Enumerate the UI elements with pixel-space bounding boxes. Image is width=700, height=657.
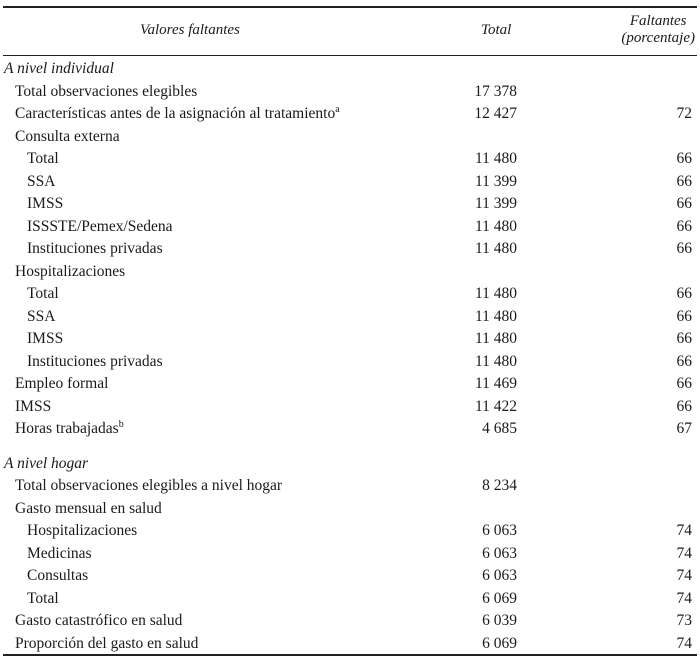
row-label xyxy=(27,216,173,239)
table-top-rule xyxy=(3,6,697,8)
missing-pct-cell: 74 xyxy=(676,567,692,584)
total-cell: 11 422 xyxy=(474,397,517,415)
row-label-text: Consultas xyxy=(27,567,89,584)
missing-pct-cell: 66 xyxy=(676,285,692,302)
row-label xyxy=(15,81,197,104)
missing-pct-cell: 66 xyxy=(676,240,692,257)
row-label xyxy=(15,475,282,498)
missing-pct-cell: 66 xyxy=(676,330,692,347)
missing-pct-cell: 66 xyxy=(676,172,692,190)
table-row xyxy=(0,171,700,194)
row-label-text: Gasto mensual en salud xyxy=(15,499,162,517)
row-label-text: ISSSTE/Pemex/Sedena xyxy=(27,217,173,235)
row-label-text: Hospitalizaciones xyxy=(15,262,126,280)
row-label xyxy=(27,306,55,329)
total-cell: 6 069 xyxy=(482,589,517,607)
row-label-text: SSA xyxy=(27,307,56,325)
missing-pct-cell: 66 xyxy=(676,195,692,212)
row-label xyxy=(4,453,88,476)
total-cell: 4 685 xyxy=(482,420,517,437)
section-heading-row xyxy=(0,58,700,81)
column-header-total: Total xyxy=(481,22,512,38)
row-label xyxy=(27,351,163,374)
row-label xyxy=(27,328,63,351)
row-label-text: SSA xyxy=(27,172,56,190)
column-header-label: Valores faltantes xyxy=(140,22,240,38)
table-row xyxy=(0,565,700,588)
row-label xyxy=(27,543,92,566)
footnote-marker: b xyxy=(118,419,124,430)
total-cell: 6 063 xyxy=(482,522,517,539)
missing-pct-cell: 74 xyxy=(676,589,692,607)
row-label-text: Proporción del gasto en salud xyxy=(15,634,199,652)
missing-pct-cell: 66 xyxy=(676,352,692,370)
total-cell: 11 399 xyxy=(474,172,517,190)
total-cell: 11 480 xyxy=(474,330,517,347)
row-label-text: IMSS xyxy=(15,397,52,415)
row-label xyxy=(15,261,125,284)
row-label xyxy=(27,238,163,261)
table-row xyxy=(0,373,700,396)
table-row xyxy=(0,306,700,329)
row-label xyxy=(27,565,88,588)
table-row xyxy=(0,283,700,306)
column-header-missing-pct-line1: Faltantes xyxy=(629,13,687,29)
table-row xyxy=(0,520,700,543)
missing-pct-cell: 66 xyxy=(676,307,692,325)
table-row xyxy=(0,498,700,521)
row-label-text: A nivel hogar xyxy=(4,454,89,472)
missing-pct-cell: 66 xyxy=(676,397,692,415)
row-label xyxy=(27,148,59,171)
column-header-missing-pct-line2: (porcentaje) xyxy=(621,30,695,46)
row-label-text: Instituciones privadas xyxy=(27,240,163,257)
row-label-text: Total observaciones elegibles xyxy=(15,82,198,100)
total-cell: 11 469 xyxy=(474,375,517,392)
table-row xyxy=(0,216,700,239)
row-label-text: IMSS xyxy=(27,195,64,212)
footnote-marker: a xyxy=(335,104,340,115)
missing-pct-cell: 67 xyxy=(676,420,692,437)
table-row xyxy=(0,475,700,498)
missing-pct-cell: 66 xyxy=(676,217,692,235)
row-label-text: Características antes de la asignación al tratamiento xyxy=(15,105,336,122)
row-label-text: Medicinas xyxy=(27,544,92,562)
row-label xyxy=(15,418,124,441)
table-row xyxy=(0,81,700,104)
table-bottom-rule xyxy=(3,654,697,656)
row-label-text: Gasto catastrófico en salud xyxy=(15,612,183,629)
table-row xyxy=(0,328,700,351)
table-row xyxy=(0,418,700,441)
missing-pct-cell: 74 xyxy=(676,522,692,539)
table-header-rule xyxy=(3,55,697,56)
row-label xyxy=(15,103,340,126)
total-cell: 11 480 xyxy=(474,352,517,370)
row-label xyxy=(15,610,182,633)
row-label xyxy=(15,126,120,149)
total-cell: 11 480 xyxy=(474,150,517,167)
table-row xyxy=(0,633,700,656)
total-cell: 11 480 xyxy=(474,217,517,235)
row-label-text: Instituciones privadas xyxy=(27,352,163,370)
total-cell: 17 378 xyxy=(474,82,517,100)
row-label xyxy=(15,633,198,656)
row-label-text: Total observaciones elegibles a nivel hogar xyxy=(15,477,283,494)
row-label xyxy=(15,396,51,419)
table-row xyxy=(0,610,700,633)
missing-pct-cell: 72 xyxy=(676,105,692,122)
total-cell: 6 063 xyxy=(482,544,517,562)
table-row xyxy=(0,588,700,611)
row-label-text: Horas trabajadas xyxy=(15,420,119,437)
row-label-text: IMSS xyxy=(27,330,64,347)
column-header-missing-pct xyxy=(621,13,695,47)
total-cell: 6 069 xyxy=(482,634,517,652)
table-row xyxy=(0,396,700,419)
total-cell: 11 480 xyxy=(474,307,517,325)
table-body xyxy=(0,58,700,655)
row-label xyxy=(15,373,108,396)
row-label-text: A nivel individual xyxy=(4,60,114,77)
section-heading-row xyxy=(0,453,700,476)
row-label xyxy=(27,193,63,216)
table-row xyxy=(0,351,700,374)
row-label xyxy=(27,171,55,194)
table-row xyxy=(0,261,700,284)
row-label xyxy=(15,498,162,521)
missing-pct-cell: 66 xyxy=(676,375,692,392)
table-row xyxy=(0,238,700,261)
missing-pct-cell: 74 xyxy=(676,544,692,562)
missing-pct-cell: 73 xyxy=(676,612,692,629)
table-row xyxy=(0,193,700,216)
total-cell: 11 399 xyxy=(474,195,517,212)
missing-pct-cell: 74 xyxy=(676,634,692,652)
row-label-text: Total xyxy=(27,150,59,167)
table-row xyxy=(0,103,700,126)
total-cell: 8 234 xyxy=(482,477,517,494)
row-label-text: Hospitalizaciones xyxy=(27,522,138,539)
total-cell: 12 427 xyxy=(474,105,517,122)
row-label xyxy=(27,520,137,543)
total-cell: 6 039 xyxy=(482,612,517,629)
row-label xyxy=(4,58,114,81)
row-label-text: Consulta externa xyxy=(15,127,120,145)
missing-pct-cell: 66 xyxy=(676,150,692,167)
row-label-text: Total xyxy=(27,589,59,607)
row-label xyxy=(27,283,59,306)
total-cell: 6 063 xyxy=(482,567,517,584)
table-row xyxy=(0,126,700,149)
total-cell: 11 480 xyxy=(474,240,517,257)
table-row xyxy=(0,148,700,171)
total-cell: 11 480 xyxy=(474,285,517,302)
row-label-text: Empleo formal xyxy=(15,375,109,392)
row-label-text: Total xyxy=(27,285,59,302)
table-row xyxy=(0,543,700,566)
row-label xyxy=(27,588,59,611)
